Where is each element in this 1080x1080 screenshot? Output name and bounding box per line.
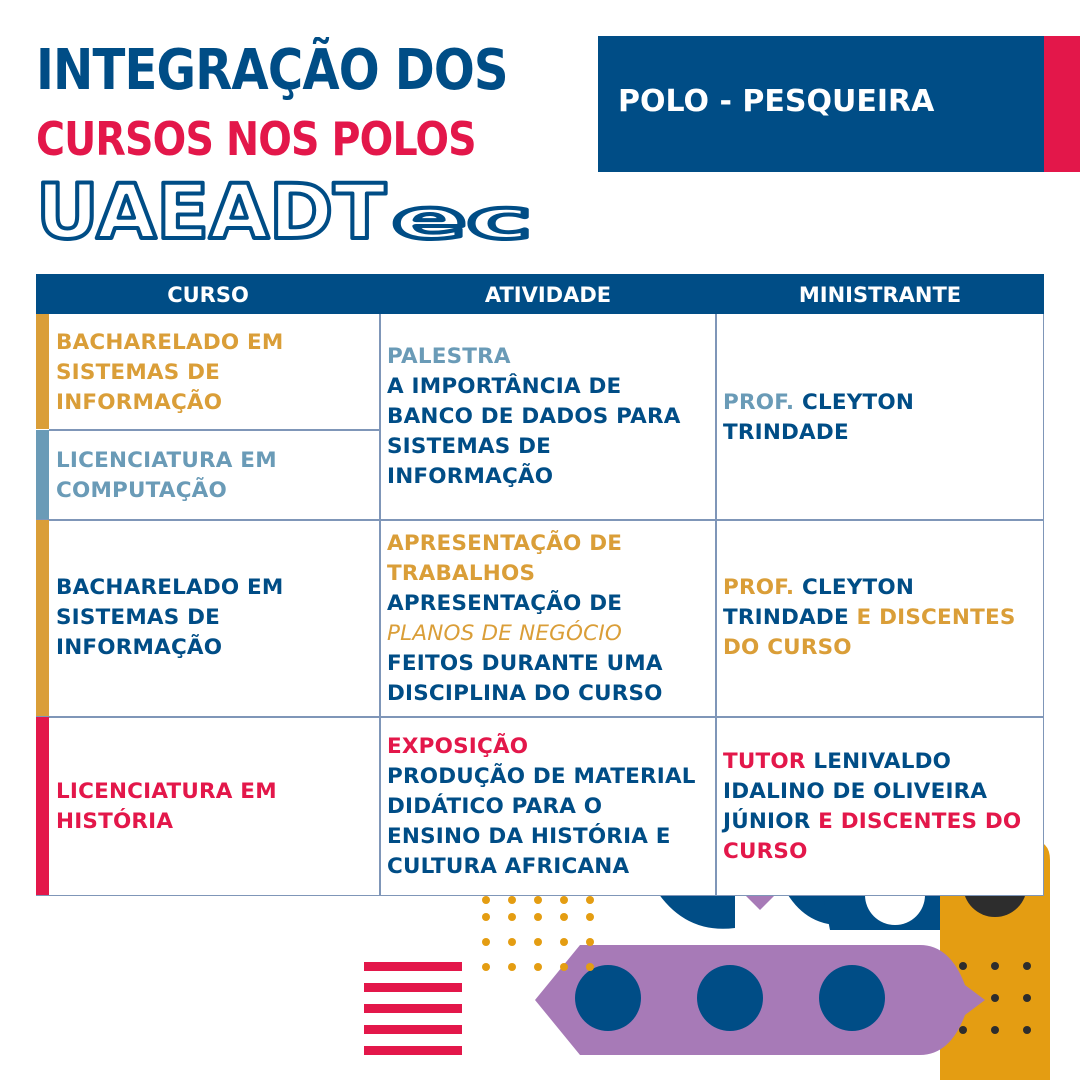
row1-ministrante: PROF. CLEYTON TRINDADE [723, 390, 915, 445]
row2-curso: BACHARELADO EM SISTEMAS DE INFORMAÇÃO [56, 575, 284, 660]
schedule-table [36, 274, 1044, 896]
column-divider [715, 314, 717, 896]
header-ministrante: MINISTRANTE [798, 283, 962, 307]
polo-banner [598, 36, 1044, 172]
table-border-right [1043, 314, 1045, 896]
row3-atividade: EXPOSIÇÃO PRODUÇÃO DE MATERIAL DIDÁTICO PARA O ENSINO DA HISTÓRIA E CULTURA AFRICANA [387, 734, 696, 879]
row-divider [36, 519, 1044, 521]
title-line-1: INTEGRAÇÃO DOS [36, 38, 508, 103]
logo-text-main: UAEADT [36, 170, 387, 250]
row2-atividade: APRESENTAÇÃO DE TRABALHOS APRESENTAÇÃO DE PLANOS DE NEGÓCIO FEITOS DURANTE UMA DISCIPLINA DO CURSO [387, 531, 663, 706]
row3-curso: LICENCIATURA EM HISTÓRIA [56, 779, 277, 834]
course-color-bar [36, 430, 49, 519]
header-curso: CURSO [167, 283, 249, 307]
title-line-2: CURSOS NOS POLOS [36, 112, 476, 166]
row1-curso-1: BACHARELADO EM SISTEMAS DE INFORMAÇÃO [56, 330, 284, 415]
polo-banner-accent [1044, 36, 1080, 172]
row1-atividade: PALESTRA A IMPORTÂNCIA DE BANCO DE DADOS PARA SISTEMAS DE INFORMAÇÃO [387, 344, 681, 489]
header-atividade: ATIVIDADE [484, 283, 612, 307]
course-color-bar [36, 520, 49, 716]
course-color-bar [36, 314, 49, 429]
polo-label: POLO - PESQUEIRA [618, 84, 935, 119]
row3-ministrante: TUTOR LENIVALDO IDALINO DE OLIVEIRA JÚNIOR E DISCENTES DO CURSO [723, 749, 1022, 864]
uaeadtec-logo [30, 170, 550, 250]
table-header [36, 274, 1044, 314]
table-border-bottom [36, 895, 1044, 897]
logo-text-suffix: ec [392, 188, 532, 250]
row-divider [36, 716, 1044, 718]
row2-ministrante: PROF. CLEYTON TRINDADE E DISCENTES DO CURSO [723, 575, 1016, 660]
column-divider [379, 314, 381, 896]
course-color-bar [36, 717, 49, 895]
row1-curso-2: LICENCIATURA EM COMPUTAÇÃO [56, 448, 277, 503]
row-divider [49, 429, 379, 431]
